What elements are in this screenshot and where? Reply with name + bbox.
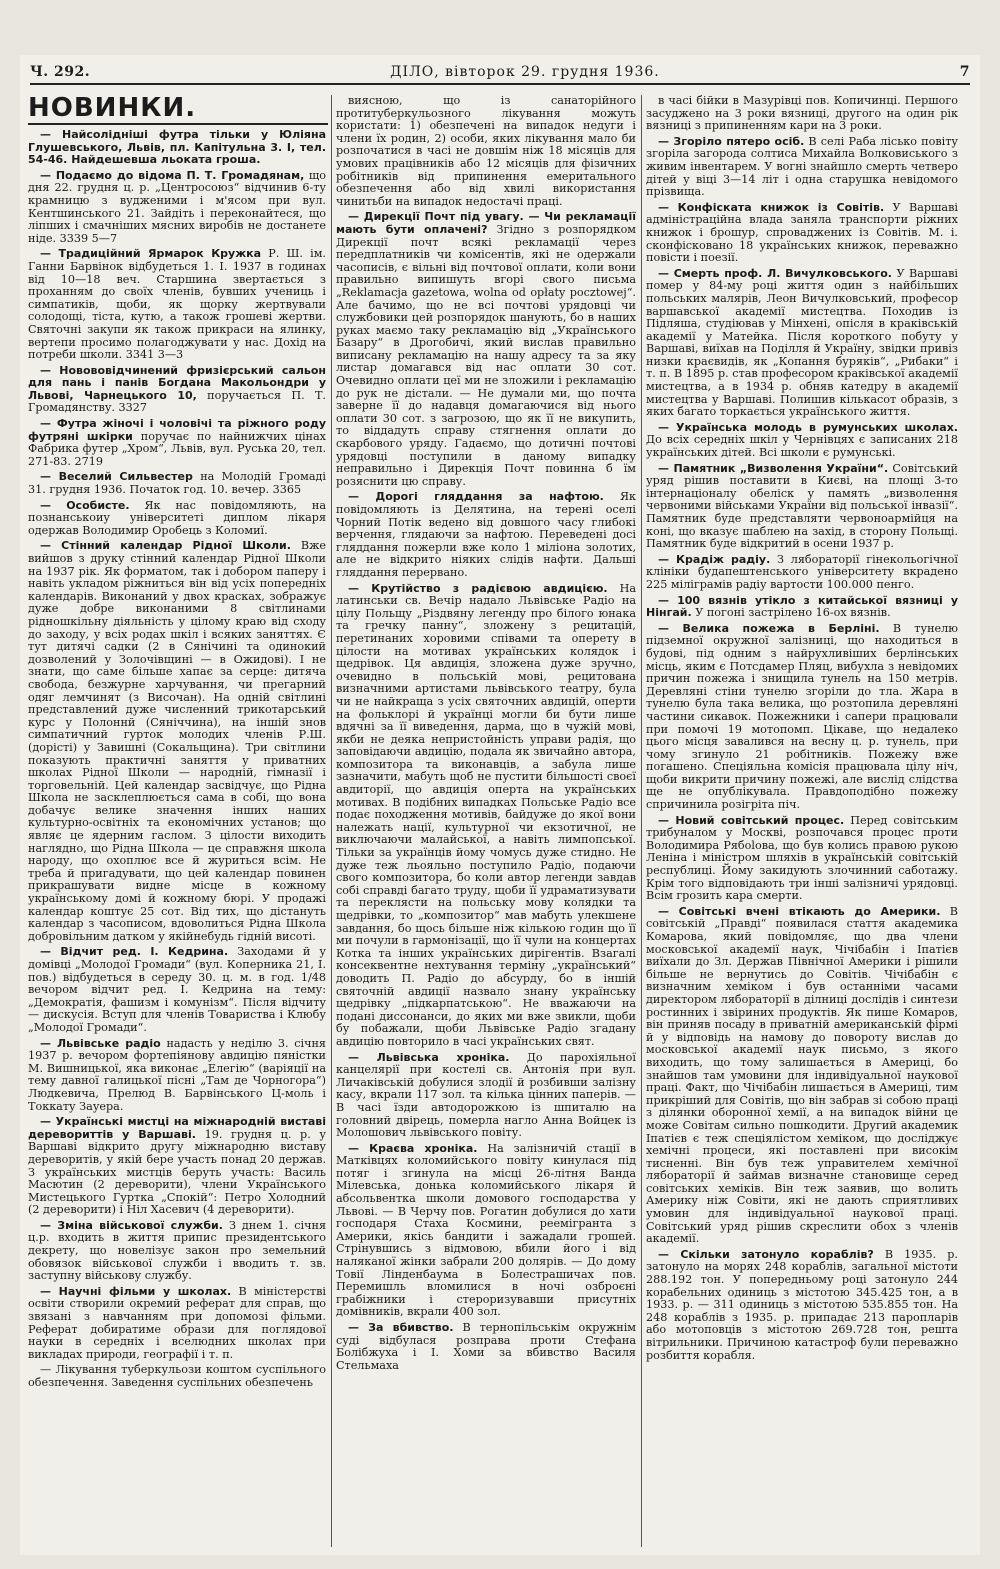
news-headline: — Львівське радіо — [40, 1036, 161, 1050]
news-body: З днем 1. січня ц.р. входить в життя припис президентського декрету, що новелізує закон про земельний обовязок військової служби і вводить т. зв. заступну військову службу. — [28, 1218, 326, 1283]
column-divider — [641, 95, 642, 1547]
news-body: на Молодій Громаді 31. грудня 1936. Початок год. 10. вечер. 3365 — [28, 470, 326, 497]
news-headline: — Новововідчинений фризієрський сальон для пань і панів Богдана Макольондри у Львові, Чарнецького 10, — [28, 363, 326, 402]
column-1 — [28, 129, 326, 1549]
news-item — [28, 418, 326, 468]
news-item — [336, 95, 636, 208]
news-headline: — Українська молодь в румунських школах. — [658, 420, 958, 434]
news-item — [28, 129, 326, 167]
news-item — [646, 595, 958, 620]
news-body: До парохіяльної канцелярії при костелі св. Антонія при вул. Личаківській добулися злодії й розбивши залізну касу, вкрали 117 зол. та кілька цінних паперів. — В часі їзди автодорожкою із шпиталю на головний двірець, померла нагло Анна Войцек із Молошович львівського повіту. — [336, 1050, 636, 1140]
news-item — [336, 1322, 636, 1372]
news-body: В совітській „Правді“ появилася стаття академика Комарова, який повідомляє, що два члени московської академії наук, Чічібабін і Іпатієв виїхали до Зл. Держав Північної Америки і рішили більше не вернутись до Совітів. Чічібабін є визначним хеміком і був останніми часами директором лябораторії в ділниці дослідів і синтези ростинних і звіриних продуктів. Як пише Комаров, він приняв посаду в приватній американській фірмі й у відповідь на намову до повороту вислав до московської академії наук письмо, з якого виходить, що тому залишається в Америці, бо знайшов там умовини для індивідуальної наукової праці. Факт, що Чічібабін лишається в Америці, тим прикріший для Совітів, що він забрав зі собою праці з ділянки оборонної хемії, а на випадок війни це може Совітам сильно пошкодити. Другий академик Іпатієв є теж спеціялістом хеміком, що досліджує хемічні процеси, які поставлені при високім тисненні. Він був теж управителем хемічної лябораторії й займав визначне становище серед совітських хеміків. Він теж заявив, що волить Америку ніж Совіти, які не дають сприятливих умовин для індивідуальної наукової праці. Совітський уряд рішив скреслити обох з членів академії. — [646, 904, 958, 1246]
column-divider — [331, 95, 332, 1547]
news-headline: — Крадіж радіу. — [658, 552, 771, 566]
news-headline: — Львівська хроніка. — [348, 1050, 510, 1064]
news-body: На латинськи св. Вечір надало Львівське Радіо на цілу Польщу „Різдвяну легенду про білого юнака та гречку панну“, зложену з рецитацій, перетинаних хоровими співами та оперету в цілости на мотивах українських колядок і щедрівок. Ця авдиція, зложена дуже зручно, очевидно в польській мові, рецитована визначними артистами львівського театру, була чи не найкраща з усіх святочних авдицій, оперти на фольклорі й українці могли би бути лише вдячні за її виведення, дарма, що в чужій мові, якби не деяка непристойність управи радія, що заповідаючи авдицію, подала як звичайно автора, композитора та виконавців, а забула лише зазначити, мабуть щоб не пустити більшості своєї авдиторії, що авдиція оперта на українських мотивах. В подібних випадках Польське Радіо все подає походження мотивів, байдуже до якої вони належать нації, культурної чи екзотичної, не виключаючи малайської, а навіть лимпопської. Тільки за українців йому чомусь дуже стидно. Не дуже теж льояльно поступило Радіо, подаючи свого композитора, бо коли автор легенди завдав собі справді багато труду, щоби її удраматизувати та переклясти на польську мову колядки та щедрівки, то „композитор“ мав мабуть улекшене завдання, бо щось більше ніж кількою годин що її ми почули в гармонізації, що її чули на концертах Котка та інших українських дирігентів. Взагалі консеквентне нехтування терміну „український“ доводить П. Радіо до абсурду, бо в іншій святочній авдиції назвало знану українську щедрівку „підкарпатською“. Не вважаючи на подані диссонанси, до яких ми вже звикли, щоби бу побажали, щоби Львівське Радіо згадану авдицію повторило в часі українських свят. — [336, 581, 636, 1048]
news-headline: — Дорогі гляддання за нафтою. — [348, 490, 604, 504]
news-item — [336, 491, 636, 579]
news-item — [646, 136, 958, 199]
title-rule — [28, 123, 328, 125]
news-item — [28, 540, 326, 943]
page-number-right: 7 — [959, 64, 970, 80]
masthead-date: ДІЛО, вівторок 29. грудня 1936. — [390, 64, 660, 80]
news-headline: — Совітські вчені втікають до Америки. — [658, 904, 941, 918]
news-body: У погоні застрілено 16-ох вязнів. — [695, 606, 891, 620]
news-item — [28, 248, 326, 361]
news-body: поручає по найнижчих цінах Фабрика футер „Хром“, Львів, вул. Руська 20, тел. 271-83. 2719 — [28, 429, 326, 468]
page-header — [30, 61, 970, 85]
page-number: Ч. 292. — [30, 64, 91, 80]
news-headline: — Українські мистці на міжнародній виставі деревориттів у Варшаві. — [28, 1115, 326, 1141]
news-body: надасть у неділю 3. січня 1937 р. вечором фортепіянову авдицію пяністки М. Вишницької, яка виконає „Елегію“ (варіяції на тему давної галицької пісні „Там де Чорногора“) Людкевича, Прелюд В. Барвінського Ц-моль і Токкату Зауера. — [28, 1036, 326, 1113]
news-item — [646, 1249, 958, 1362]
news-body: У Варшаві адміністраційна влада заняла транспорти ріжних книжок і брошур, спроваджених із Совітів. М. і. сконфісковано 18 українських книжок, переважно повісти і поезії. — [646, 200, 958, 265]
news-item — [646, 95, 958, 133]
news-body: поручається П. Т. Громадянству. 3327 — [28, 388, 326, 415]
section-title: НОВИНКИ. — [28, 93, 197, 123]
news-item — [28, 471, 326, 496]
news-item — [646, 268, 958, 419]
news-body: Заходами й у домівці „Молодої Громади“ (вул. Коперника 21, І. пов.) відбудеться в середу 30. ц. м. в год. 1/48 вечором відчит ред. І. Кедрина на тему: „Демократія, фашизм і комунізм“. Після відчиту — дискусія. Вступ для членів Товариства і Клюбу „Молодої Громади“. — [28, 945, 326, 1034]
news-headline: — Відчит ред. І. Кедрина. — [40, 945, 229, 959]
news-item — [646, 554, 958, 592]
newspaper-page — [20, 55, 980, 1555]
news-body: Як нас повідомляють, на познанськоиу університеті диплом лікаря одержав Володимир Оробець з Коломиї. — [28, 498, 326, 537]
news-body: В тунелю підземної окружної залізниці, що находиться в будові, під одним з найрухливіших берлінських місць, яким є Потсдамер Пляц, вибухла з невідомих причин пожежа і знищила тунель на 150 метрів. Деревляні стіни тунелю згоріли до тла. Жара в тунелю була така велика, що розтопила деревляні частини сикавок. Пожежники і сапери працювали при помочі 19 мотопомп. Цікаве, що недалеко цього місця завалився на весну ц. р. тунель, при чому згинуло 21 робітників. Пожежу вже погашено. Спеціяльна комісія працювала цілу ніч, щоби викрити причину пожежі, але вислід слідства ще не опублікувала. Правдоподібно пожежу спричинила розігріта піч. — [646, 621, 958, 812]
news-headline: — Смерть проф. Л. Вичулковського. — [658, 266, 892, 280]
news-item — [336, 1052, 636, 1140]
news-item — [646, 202, 958, 265]
news-body: Перед совітським трибуналом у Москві, розпочався процес проти Володимира Рябolова, що був колись правою рукою Леніна і міністром шляхів в українській совітській республиці. Йому закидують злочинний саботажу. Крім того відповідають три інші залізничі урядовці. Всім грозить кара смерти. — [646, 813, 958, 903]
news-headline: — Велика пожежа в Берліні. — [658, 621, 880, 635]
news-body: В 1935. р. затонуло на морях 248 кораблів, загальної містоти 288.192 тон. У попередньому році затонуло 244 корабельних одиниць з містотою 345.425 тон, а в 1933. р. — 311 одиниць з містотою 535.855 тон. На 248 кораблів з 1935. р. припадає 213 паропларів або мотоповців з містотою 269.728 тон, решта вітрильники. Причиною катастроф були переважно розбиття корабля. — [646, 1247, 958, 1362]
news-body: В тернопільськім окружнім суді відбулася розправа проти Стефана Болібжуха і І. Хоми за вбивство Василя Стельмаха — [336, 1321, 636, 1372]
news-body: В селі Раба лісько повіту згоріла загорода солтиса Михайла Волковиського з живим інвентарем. У вогні знайшло смерть четверо дітей у віці 3—14 літ і одна старушка невідомого прізвища. — [646, 134, 958, 199]
news-body: Р. Ш. ім. Ганни Барвінок відбудеться 1. І. 1937 в годинах від 10—18 веч. Старшина звертається з проханням до своїх членів, бувших учениць і симпатиків, щоби, як щорку жертвували солодощі, тіста, кутю, а також грошеві жертви. Святочні закупи як також прикраси на ялинку, вертепи просимо полагоджувати у нас. Дохід на потреби школи. 3341 3—3 — [28, 247, 326, 362]
news-headline: — Особисте. — [40, 498, 130, 512]
news-item — [646, 422, 958, 460]
news-headline: — Дирекції Почт під увагу. — Чи рекламації мають бути оплачені? — [336, 210, 636, 236]
news-item — [28, 170, 326, 246]
news-item — [336, 583, 636, 1049]
news-item — [28, 1220, 326, 1283]
news-body: що дня 22. грудня ц. р. „Центросоюз“ відчинив 6-ту крамницю з вудженими і м'ясом при вул. Кентшинського 21. Зайдіть і переконайтеся, що ліпших і смачніших мясних виробів не достанете ніде. 3339 5—7 — [28, 168, 326, 245]
news-item — [28, 1364, 326, 1389]
news-body: У Варшаві помер у 84-му році життя один з найбільших польських малярів, Леон Вичулковський, професор варшавської академії мистецтва. Походив із Підляша, студіював у Мінхені, опісля в краківській академії у Матейка. Після короткого побуту у Варшаві, виїхав на Поділля й Україну, звідки привіз низки краєвидів, як „Копання буряків“, „Рибаки“ і т. п. В 1895 р. став професором краківської академії мистецтва, а в 1934 р. обняв катедру в академії мистецтва у Варшаві. Полишив кількасот образів, з яких багато торкається українського життя. — [646, 266, 958, 419]
news-headline: — Подаємо до відома П. Т. Громадянам, — [40, 168, 305, 182]
news-item — [28, 946, 326, 1034]
news-item — [646, 463, 958, 551]
news-headline: — Скільки затонуло кораблів? — [658, 1247, 874, 1261]
news-item — [646, 906, 958, 1246]
news-body: Як повідомляють із Делятина, на терені оселі Чорний Потік ведено від довшого часу глибокі верчення, глядаючи за нафтою. Переведені досі гляддання пожерли вже коло 1 міліона золотих, але не відкрито ніяких слідів нафти. Дальші гляддання перервано. — [336, 490, 636, 579]
news-headline: — Традиційний Ярмарок Кружка — [40, 247, 262, 261]
news-headline: — Найсолідніші футра тільки у Юліяна Глушевського, Львів, пл. Капітульна 3. І, тел. 54-46. Найдешевша льоката гроша. — [28, 129, 326, 167]
news-item — [646, 815, 958, 903]
news-item — [28, 1038, 326, 1114]
news-headline: — Стінний календар Рідної Школи. — [40, 539, 291, 553]
news-headline: — Зміна військової служби. — [40, 1218, 223, 1232]
news-item — [336, 1143, 636, 1319]
news-body: — Лікування туберкульози коштом суспільного обезпечення. Заведення суспільних обезпечень — [28, 1363, 326, 1389]
news-body: в часі бійки в Мазурівці пов. Копичинці. Першого засуджено на 3 роки вязниці, другого на один рік вязниці з припиненням кари на 3 роки. — [646, 95, 958, 133]
news-item — [28, 365, 326, 415]
news-headline: — Краєва хроніка. — [348, 1141, 478, 1155]
news-body: 19. грудня ц. р. у Варшаві відкрито другу міжнародню виставу дереворитів, у якій бере участь понад 20 держав. З українських мистців беруть участь: Василь Масютин (2 дереворити), члени Українського Мистецького Гуртка „Спокій“: Петро Холодний (2 дереворити) і Ніл Хасевич (4 дереворити). — [28, 1127, 326, 1217]
news-headline: — 100 вязнів утікло з китайської вязниці у Нінгай. — [646, 593, 958, 620]
news-headline: — Конфіската книжок із Совітів. — [658, 200, 885, 214]
news-body: Вже вийшов з друку стінний календар Рідної Школи на 1937 рік. Як форматом, так і добором паперу і навіть укладом ріжниться він від усіх попередніх календарів. Виконаний у двох красках, зображує дуже добре виконаними 8 світлинами рідношкільну діяльність у цілому краю від сходу до заходу, у всіх родах шкіл і всяких заняттях. Є тут дитячі садки (2 в Сянічині та одинокий дозволений у Золочівщині — в Ожидові). І не знати, що саме більше хапає за серце: дитяча свобода, безжурне харчування, чи прегарний одяг лемчинят (з Височан). На одній світлині представлений дуже численний трикотарський курс у Полоннй (Сяніччина), на іншій знов симпатичний гурток молодих членів Р.Ш. (дорісті) у Завишні (Сокальщина). Три світлини показують практичні заняття у приватних школах Рідної Школи — народній, гімназії і торговельній. Цей календар засвідчує, що Рідна Школа не засклеплюється сама в собі, що вона добачує велике значення інших наших культурно-освітніх та економічних установ; що являє це ядерним гаслом. З цілости виходить наглядно, що Рідна Школа — це справжня школа народу, що охоплює все й журиться всім. Не треба й пригадувати, що цей календар повинен прикрашувати видне місце в кожному українському домі й кожному бюрі. У продажі календар коштує 25 сот. Від тих, що дістануть календар з часописом, вдоволиться Рідна Школа добровільним датком у якійнебудь гідній висоті. — [28, 539, 326, 943]
news-body: До всіх середніх шкіл у Чернівцях є записаних 218 українських дітей. Всі школи є румунські. — [646, 433, 958, 460]
news-item — [336, 211, 636, 488]
news-headline: — Крутійство з радієвою авдицією. — [348, 581, 608, 595]
news-headline: — Памятник „Визволення України“. — [658, 461, 889, 475]
news-headline: — Згоріло пятеро осіб. — [658, 134, 805, 148]
news-item — [646, 623, 958, 812]
news-body: В міністерстві освіти створили окремий реферат для справ, що звязані з навчанням при допомозі фільми. Реферат добиратиме образи для поглядової науки в середніх і вселюдних школах при викладах природи, географії і т. п. — [28, 1284, 326, 1361]
column-2 — [336, 95, 636, 1549]
news-headline: — Веселий Сильвестер — [40, 470, 193, 484]
column-3 — [646, 95, 958, 1549]
news-headline: — Научні фільми у школах. — [40, 1284, 232, 1298]
news-body: Згідно з розпорядком Дирекції почт всякі рекламації через передплатників чи комісентів, які не одержали часописів, є вільні від почтової оплати, коли вони правильно випишуть вгорі свого письма „Reklamacja gazetowa, wolna od opłaty pocztowej“. Але бачимо, що не всі почтові урядовці чи службовики цей розпорядок шанують, бо в наших руках маємо таку рекламацію від „Українського Базару“ в Дрогобичі, який вислав правильно виписану рекламацію на нашу адресу та за яку листар домагався від нас оплати 30 сот. Очевидно оплати цеї ми не зложили і рекламацію до рук не дістали. — Не думали ми, що почта заверне її до надавця домагаючися від нього оплати 30 сот. з загрозою, що як її не викупить, то віддадуть справу стягнення оплати до скарбового уряду. Гадаємо, що дотичні почтові урядовці поступили в даному випадку неправильно і Дирекція Почт повинна б їм розяснити цю справу. — [336, 222, 636, 488]
news-headline: — За вбивство. — [348, 1321, 454, 1334]
news-body: Совітський уряд рішив поставити в Києві, на площі 3-то інтернаціоналу обеліск у память „визволення червоними військами України від польської інвазії“. Памятник буде представляти червоноармійця на коні, що вказує шаблею на захід, в сторону Польщі. Памятник буде відкритий в осени 1937 р. — [646, 461, 958, 551]
news-headline: — Футра жіночі і чоловічі та ріжного роду футряні шкірки — [28, 417, 326, 443]
news-headline: — Новий совітський процес. — [658, 813, 845, 827]
news-item — [28, 1116, 326, 1217]
news-body: На залізничій стації в Матківцях коломийського повіту кинулася під потяг і згинула на місці 26-літня Ванда Мілевська, донька коломийського лікаря й абсольвентка школи домового господарства у Львові. — В Черчу пов. Рогатин добулися до хати господаря Стаха Космини, реемігранта з Америки, якісь бандити і зажадали грошей. Стрінувшись з відмовою, вбили його і від наляканої жінки забрали 200 долярів. — До дому Товії Лінденбаума в Болестрашичах пов. Перемишль вломилися в ночі озброєні грабіжники і стероризувавши присутніх домівників, вкрали 400 зол. — [336, 1141, 636, 1319]
news-item — [28, 1286, 326, 1362]
news-item — [28, 500, 326, 538]
news-body: З лябораторії гінекольогічної клініки будапештенського університету вкрадено 225 міліграмів радіу вартости 100.000 пенго. — [646, 552, 958, 591]
news-body: виясною, що із санаторійного протитуберкульозного лікування можуть користати: 1) обезпечені на випадок недуги і члени їх родин, 2) особи, яких лікування мало би розпочатися в часі не довшім ніж 18 місяців для умових працівників або 12 місяців для фізичних робітників від припинення емеритального обезпечення або від хвилі використання чинитьби на випадок недостачі праці. — [336, 95, 636, 208]
